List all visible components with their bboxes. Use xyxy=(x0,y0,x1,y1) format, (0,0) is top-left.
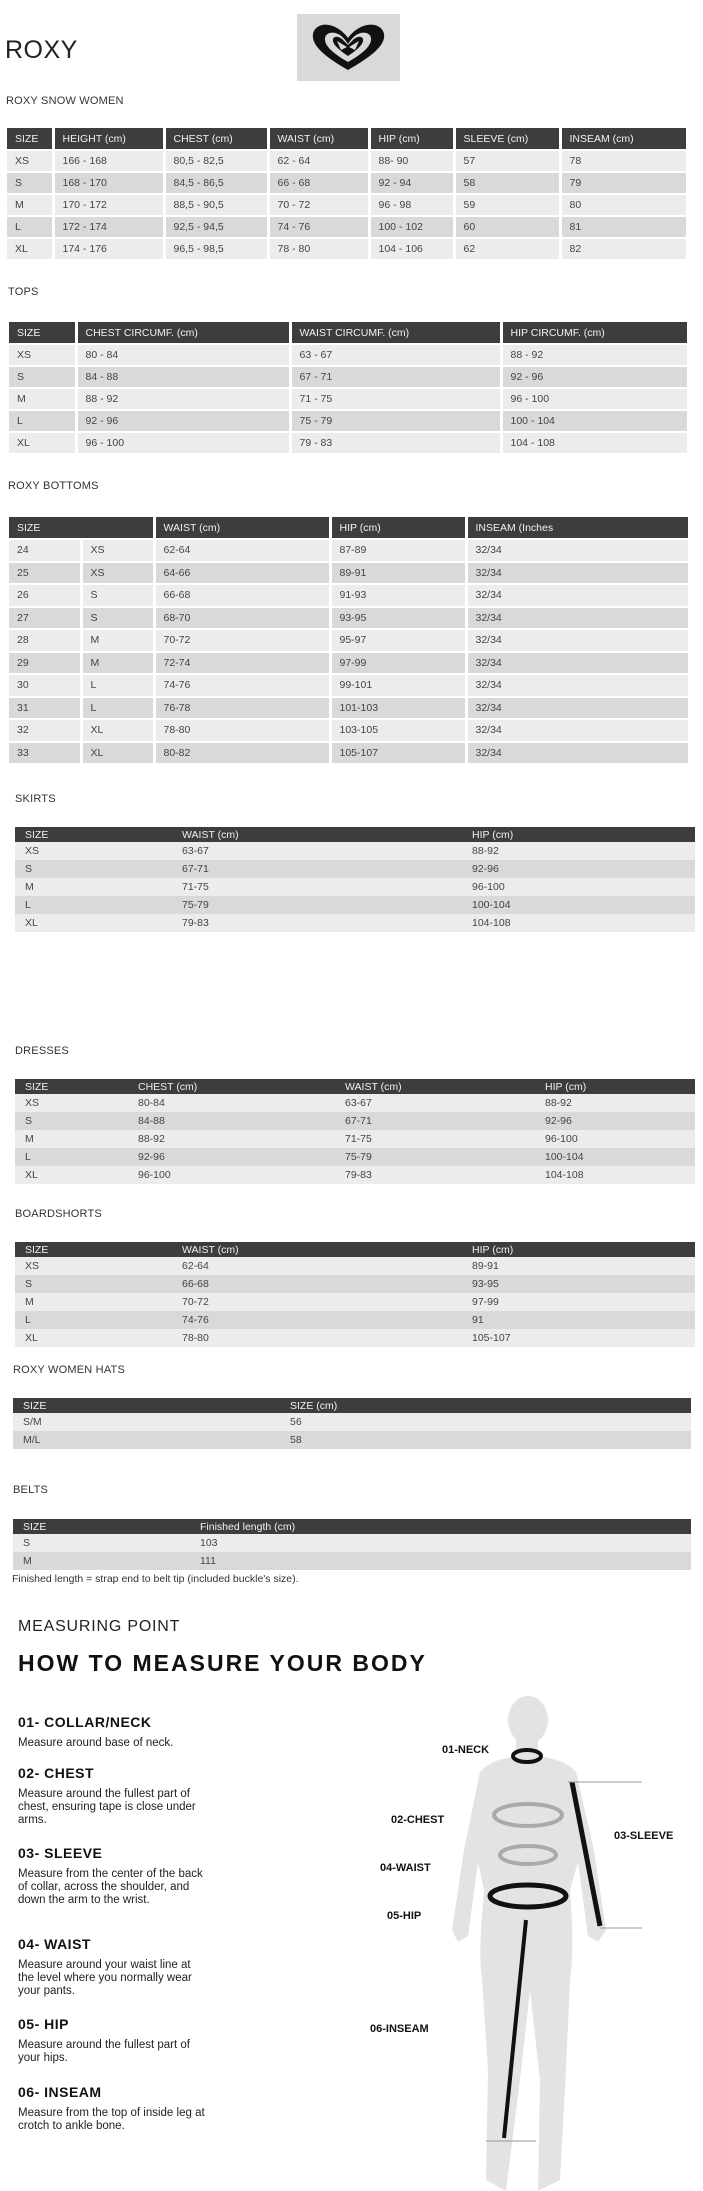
table-cell: L xyxy=(81,697,154,720)
column-header: WAIST (cm) xyxy=(335,1079,535,1094)
roxy-heart-logo xyxy=(297,14,400,81)
table-cell: 97-99 xyxy=(462,1293,695,1311)
table-cell: 68-70 xyxy=(154,607,330,630)
body-measurement-figure xyxy=(360,1680,703,2191)
table-row xyxy=(15,1329,695,1347)
table-cell: XS xyxy=(15,1257,172,1275)
step-desc-hip: Measure around the fullest part of your hips. xyxy=(18,2039,190,2064)
column-header: SIZE xyxy=(7,128,53,150)
table-cell: 84,5 - 86,5 xyxy=(164,172,268,194)
step-title-waist: 04- WAIST xyxy=(18,1936,91,1952)
table-cell: 62-64 xyxy=(154,539,330,562)
table-cell: 166 - 168 xyxy=(53,150,164,172)
column-header: WAIST (cm) xyxy=(154,517,330,539)
table-cell: XL xyxy=(81,742,154,765)
table-cell: 74-76 xyxy=(172,1311,462,1329)
step-title-chest: 02- CHEST xyxy=(18,1765,95,1781)
table-cell: 76-78 xyxy=(154,697,330,720)
table-row xyxy=(9,366,688,388)
table-cell: XL xyxy=(15,1329,172,1347)
table-cell: 27 xyxy=(9,607,81,630)
table-cell: 81 xyxy=(560,216,687,238)
table-header-row xyxy=(13,1519,691,1534)
table-cell: 100 - 102 xyxy=(369,216,454,238)
table-cell: 67-71 xyxy=(172,860,462,878)
table-cell: XL xyxy=(7,238,53,260)
table-cell: M xyxy=(13,1552,190,1570)
table-row xyxy=(9,652,689,675)
table-cell: 59 xyxy=(454,194,560,216)
skirts-size-table xyxy=(15,827,695,932)
belts-size-table xyxy=(13,1519,691,1570)
belt-length-note: Finished length = strap end to belt tip (included buckle's size). xyxy=(12,1573,299,1585)
table-cell: 78 xyxy=(560,150,687,172)
table-cell: 67 - 71 xyxy=(290,366,501,388)
step-desc-inseam: Measure from the top of inside leg at crotch to ankle bone. xyxy=(18,2107,205,2132)
section-title-boardshorts: BOARDSHORTS xyxy=(15,1208,102,1220)
table-cell: L xyxy=(15,896,172,914)
measuring-point-heading: MEASURING POINT xyxy=(18,1618,181,1635)
table-cell: 70 - 72 xyxy=(268,194,369,216)
table-cell: XS xyxy=(15,842,172,860)
table-cell: 32 xyxy=(9,719,81,742)
step-desc-sleeve: Measure from the center of the back of collar, across the shoulder, and down the arm to the wrist. xyxy=(18,1868,203,1906)
table-cell: 67-71 xyxy=(335,1112,535,1130)
figure-label-hip: 05-HIP xyxy=(387,1910,422,1922)
column-header: SIZE xyxy=(9,322,76,344)
table-cell: 79 - 83 xyxy=(290,432,501,454)
table-cell: 105-107 xyxy=(330,742,466,765)
figure-label-waist: 04-WAIST xyxy=(380,1862,431,1874)
table-cell: XS xyxy=(81,562,154,585)
table-cell: 79-83 xyxy=(335,1166,535,1184)
table-cell: 80 xyxy=(560,194,687,216)
table-cell: 104-108 xyxy=(535,1166,695,1184)
table-cell: 57 xyxy=(454,150,560,172)
table-cell: 75-79 xyxy=(335,1148,535,1166)
table-cell: S xyxy=(15,860,172,878)
table-cell: 78 - 80 xyxy=(268,238,369,260)
table-cell: XL xyxy=(15,914,172,932)
table-cell: 62 - 64 xyxy=(268,150,369,172)
table-cell: 100-104 xyxy=(535,1148,695,1166)
table-cell: 62-64 xyxy=(172,1257,462,1275)
step-title-inseam: 06- INSEAM xyxy=(18,2084,102,2100)
table-cell: 92 - 96 xyxy=(501,366,688,388)
table-cell: 63 - 67 xyxy=(290,344,501,366)
table-cell: XS xyxy=(7,150,53,172)
table-row xyxy=(9,742,689,765)
table-cell: M xyxy=(15,878,172,896)
table-cell: M xyxy=(7,194,53,216)
table-cell: 89-91 xyxy=(462,1257,695,1275)
table-row xyxy=(9,674,689,697)
column-header: SIZE xyxy=(15,1079,128,1094)
table-row xyxy=(7,172,687,194)
table-cell: 100 - 104 xyxy=(501,410,688,432)
section-title-hats: ROXY WOMEN HATS xyxy=(13,1364,125,1376)
table-cell: 56 xyxy=(280,1413,691,1431)
table-cell: 87-89 xyxy=(330,539,466,562)
table-cell: XL xyxy=(9,432,76,454)
section-title-snow-women: ROXY SNOW WOMEN xyxy=(6,95,124,107)
table-cell: 103-105 xyxy=(330,719,466,742)
table-cell: 79-83 xyxy=(172,914,462,932)
table-cell: 101-103 xyxy=(330,697,466,720)
column-header: INSEAM (cm) xyxy=(560,128,687,150)
table-row xyxy=(15,878,695,896)
table-cell: 80 - 84 xyxy=(76,344,290,366)
table-cell: 32/34 xyxy=(466,674,689,697)
table-row xyxy=(15,1311,695,1329)
table-cell: 100-104 xyxy=(462,896,695,914)
table-row xyxy=(15,1094,695,1112)
table-cell: L xyxy=(7,216,53,238)
table-cell: XS xyxy=(81,539,154,562)
column-header: HIP (cm) xyxy=(369,128,454,150)
dresses-size-table xyxy=(15,1079,695,1184)
bottoms-size-table xyxy=(9,517,691,765)
table-cell: 58 xyxy=(280,1431,691,1449)
table-cell: 96 - 100 xyxy=(501,388,688,410)
column-header: CHEST CIRCUMF. (cm) xyxy=(76,322,290,344)
table-header-row xyxy=(9,517,689,539)
column-header: SLEEVE (cm) xyxy=(454,128,560,150)
column-header: WAIST (cm) xyxy=(172,1242,462,1257)
table-row xyxy=(15,1293,695,1311)
column-header: SIZE xyxy=(15,827,172,842)
table-cell: 74-76 xyxy=(154,674,330,697)
table-cell: 105-107 xyxy=(462,1329,695,1347)
section-title-dresses: DRESSES xyxy=(15,1045,69,1057)
table-cell: 71-75 xyxy=(335,1130,535,1148)
table-cell: M xyxy=(9,388,76,410)
table-cell: 29 xyxy=(9,652,81,675)
table-cell: 32/34 xyxy=(466,697,689,720)
column-header: SIZE xyxy=(9,517,154,539)
table-cell: 170 - 172 xyxy=(53,194,164,216)
table-cell: L xyxy=(15,1148,128,1166)
table-cell: 96 - 100 xyxy=(76,432,290,454)
section-title-bottoms: ROXY BOTTOMS xyxy=(8,480,99,492)
table-cell: 104 - 108 xyxy=(501,432,688,454)
table-cell: M xyxy=(81,652,154,675)
table-cell: 79 xyxy=(560,172,687,194)
column-header: HIP (cm) xyxy=(462,1242,695,1257)
table-cell: 82 xyxy=(560,238,687,260)
column-header: CHEST (cm) xyxy=(164,128,268,150)
column-header: SIZE xyxy=(13,1398,280,1413)
table-cell: S xyxy=(81,607,154,630)
table-cell: 88-92 xyxy=(128,1130,335,1148)
table-cell: 32/34 xyxy=(466,562,689,585)
table-cell: 70-72 xyxy=(154,629,330,652)
table-cell: L xyxy=(15,1311,172,1329)
table-cell: 24 xyxy=(9,539,81,562)
column-header: HIP (cm) xyxy=(535,1079,695,1094)
figure-label-sleeve: 03-SLEEVE xyxy=(614,1830,674,1842)
table-cell: 91 xyxy=(462,1311,695,1329)
table-cell: 28 xyxy=(9,629,81,652)
table-cell: 92 - 96 xyxy=(76,410,290,432)
table-cell: 72-74 xyxy=(154,652,330,675)
table-cell: 32/34 xyxy=(466,719,689,742)
table-cell: 91-93 xyxy=(330,584,466,607)
table-cell: 96,5 - 98,5 xyxy=(164,238,268,260)
table-row xyxy=(9,344,688,366)
table-row xyxy=(9,562,689,585)
table-cell: 66 - 68 xyxy=(268,172,369,194)
table-cell: 92-96 xyxy=(128,1148,335,1166)
table-cell: 33 xyxy=(9,742,81,765)
table-cell: 96-100 xyxy=(462,878,695,896)
table-row xyxy=(9,629,689,652)
table-cell: 96-100 xyxy=(535,1130,695,1148)
tops-size-table xyxy=(9,322,690,455)
table-header-row xyxy=(15,1079,695,1094)
table-cell: 62 xyxy=(454,238,560,260)
table-cell: 88- 90 xyxy=(369,150,454,172)
table-cell: 70-72 xyxy=(172,1293,462,1311)
table-cell: S xyxy=(13,1534,190,1552)
table-header-row xyxy=(13,1398,691,1413)
table-cell: S xyxy=(7,172,53,194)
table-cell: 99-101 xyxy=(330,674,466,697)
table-cell: XL xyxy=(81,719,154,742)
table-cell: 74 - 76 xyxy=(268,216,369,238)
table-cell: 92 - 94 xyxy=(369,172,454,194)
table-cell: 63-67 xyxy=(172,842,462,860)
table-cell: L xyxy=(81,674,154,697)
table-cell: 96-100 xyxy=(128,1166,335,1184)
body-silhouette xyxy=(452,1696,606,2191)
table-cell: 30 xyxy=(9,674,81,697)
table-cell: 32/34 xyxy=(466,607,689,630)
table-header-row xyxy=(15,827,695,842)
table-row xyxy=(9,388,688,410)
section-title-skirts: SKIRTS xyxy=(15,793,56,805)
step-title-neck: 01- COLLAR/NECK xyxy=(18,1714,152,1730)
table-row xyxy=(15,896,695,914)
table-cell: 88-92 xyxy=(462,842,695,860)
table-cell: 92-96 xyxy=(535,1112,695,1130)
table-cell: 75 - 79 xyxy=(290,410,501,432)
table-cell: 80,5 - 82,5 xyxy=(164,150,268,172)
table-row xyxy=(7,238,687,260)
table-header-row xyxy=(7,128,687,150)
table-row xyxy=(9,432,688,454)
table-cell: 80-84 xyxy=(128,1094,335,1112)
table-row xyxy=(9,539,689,562)
table-row xyxy=(7,150,687,172)
table-cell: 92,5 - 94,5 xyxy=(164,216,268,238)
table-row xyxy=(15,1112,695,1130)
step-desc-chest: Measure around the fullest part of chest, ensuring tape is close under arms. xyxy=(18,1788,196,1826)
table-cell: M/L xyxy=(13,1431,280,1449)
section-title-tops: TOPS xyxy=(8,286,39,298)
table-row xyxy=(13,1431,691,1449)
table-cell: 104 - 106 xyxy=(369,238,454,260)
table-cell: M xyxy=(15,1130,128,1148)
table-cell: 168 - 170 xyxy=(53,172,164,194)
column-header: SIZE xyxy=(13,1519,190,1534)
figure-label-neck: 01-NECK xyxy=(442,1744,490,1756)
table-cell: 26 xyxy=(9,584,81,607)
table-cell: 93-95 xyxy=(330,607,466,630)
table-cell: M xyxy=(81,629,154,652)
table-cell: 31 xyxy=(9,697,81,720)
table-cell: 88 - 92 xyxy=(76,388,290,410)
column-header: WAIST CIRCUMF. (cm) xyxy=(290,322,501,344)
table-cell: 84-88 xyxy=(128,1112,335,1130)
table-cell: 78-80 xyxy=(172,1329,462,1347)
table-cell: 63-67 xyxy=(335,1094,535,1112)
table-cell: 93-95 xyxy=(462,1275,695,1293)
table-cell: 95-97 xyxy=(330,629,466,652)
table-cell: 71 - 75 xyxy=(290,388,501,410)
table-row xyxy=(15,1257,695,1275)
column-header: WAIST (cm) xyxy=(172,827,462,842)
table-cell: 58 xyxy=(454,172,560,194)
table-cell: 80-82 xyxy=(154,742,330,765)
table-cell: 172 - 174 xyxy=(53,216,164,238)
section-title-belts: BELTS xyxy=(13,1484,49,1496)
table-cell: 97-99 xyxy=(330,652,466,675)
table-cell: 64-66 xyxy=(154,562,330,585)
table-row xyxy=(13,1413,691,1431)
table-cell: S xyxy=(15,1275,172,1293)
table-cell: S xyxy=(9,366,76,388)
boardshorts-size-table xyxy=(15,1242,695,1347)
brand-name: ROXY xyxy=(5,36,78,64)
figure-label-chest: 02-CHEST xyxy=(391,1814,445,1826)
column-header: Finished length (cm) xyxy=(190,1519,691,1534)
column-header: HIP (cm) xyxy=(330,517,466,539)
column-header: HIP (cm) xyxy=(462,827,695,842)
step-desc-waist: Measure around your waist line at the level where you normally wear your pants. xyxy=(18,1959,192,1997)
table-cell: 71-75 xyxy=(172,878,462,896)
table-row xyxy=(15,1148,695,1166)
table-cell: 103 xyxy=(190,1534,691,1552)
step-desc-neck: Measure around base of neck. xyxy=(18,1737,174,1749)
table-cell: 32/34 xyxy=(466,629,689,652)
table-cell: L xyxy=(9,410,76,432)
table-cell: 96 - 98 xyxy=(369,194,454,216)
table-row xyxy=(7,216,687,238)
step-title-hip: 05- HIP xyxy=(18,2016,69,2032)
hats-size-table xyxy=(13,1398,691,1449)
table-cell: 66-68 xyxy=(154,584,330,607)
column-header: HIP CIRCUMF. (cm) xyxy=(501,322,688,344)
table-cell: 66-68 xyxy=(172,1275,462,1293)
table-cell: 88-92 xyxy=(535,1094,695,1112)
table-cell: XL xyxy=(15,1166,128,1184)
table-row xyxy=(9,584,689,607)
table-row xyxy=(13,1534,691,1552)
table-cell: 32/34 xyxy=(466,584,689,607)
table-cell: 25 xyxy=(9,562,81,585)
table-row xyxy=(15,1275,695,1293)
table-cell: 60 xyxy=(454,216,560,238)
table-row xyxy=(15,1166,695,1184)
table-cell: 84 - 88 xyxy=(76,366,290,388)
table-row xyxy=(7,194,687,216)
table-cell: 78-80 xyxy=(154,719,330,742)
table-row xyxy=(13,1552,691,1570)
table-cell: 92-96 xyxy=(462,860,695,878)
table-row xyxy=(9,697,689,720)
table-cell: XS xyxy=(15,1094,128,1112)
table-cell: XS xyxy=(9,344,76,366)
table-cell: 88 - 92 xyxy=(501,344,688,366)
table-header-row xyxy=(9,322,688,344)
table-cell: 174 - 176 xyxy=(53,238,164,260)
table-cell: S/M xyxy=(13,1413,280,1431)
table-row xyxy=(9,719,689,742)
table-header-row xyxy=(15,1242,695,1257)
column-header: HEIGHT (cm) xyxy=(53,128,164,150)
table-cell: 89-91 xyxy=(330,562,466,585)
table-row xyxy=(15,914,695,932)
column-header: CHEST (cm) xyxy=(128,1079,335,1094)
snow-women-size-table xyxy=(7,128,689,261)
table-cell: 88,5 - 90,5 xyxy=(164,194,268,216)
table-row xyxy=(9,607,689,630)
column-header: SIZE xyxy=(15,1242,172,1257)
how-to-measure-title: HOW TO MEASURE YOUR BODY xyxy=(18,1650,427,1676)
figure-label-inseam: 06-INSEAM xyxy=(370,2023,429,2035)
table-cell: S xyxy=(15,1112,128,1130)
step-title-sleeve: 03- SLEEVE xyxy=(18,1845,103,1861)
table-row xyxy=(15,1130,695,1148)
table-cell: 32/34 xyxy=(466,652,689,675)
table-cell: M xyxy=(15,1293,172,1311)
column-header: SIZE (cm) xyxy=(280,1398,691,1413)
table-cell: 75-79 xyxy=(172,896,462,914)
column-header: INSEAM (Inches xyxy=(466,517,689,539)
table-cell: 111 xyxy=(190,1552,691,1570)
table-row xyxy=(15,860,695,878)
table-cell: 104-108 xyxy=(462,914,695,932)
column-header: WAIST (cm) xyxy=(268,128,369,150)
table-cell: 32/34 xyxy=(466,539,689,562)
table-cell: S xyxy=(81,584,154,607)
table-row xyxy=(15,842,695,860)
table-row xyxy=(9,410,688,432)
table-cell: 32/34 xyxy=(466,742,689,765)
